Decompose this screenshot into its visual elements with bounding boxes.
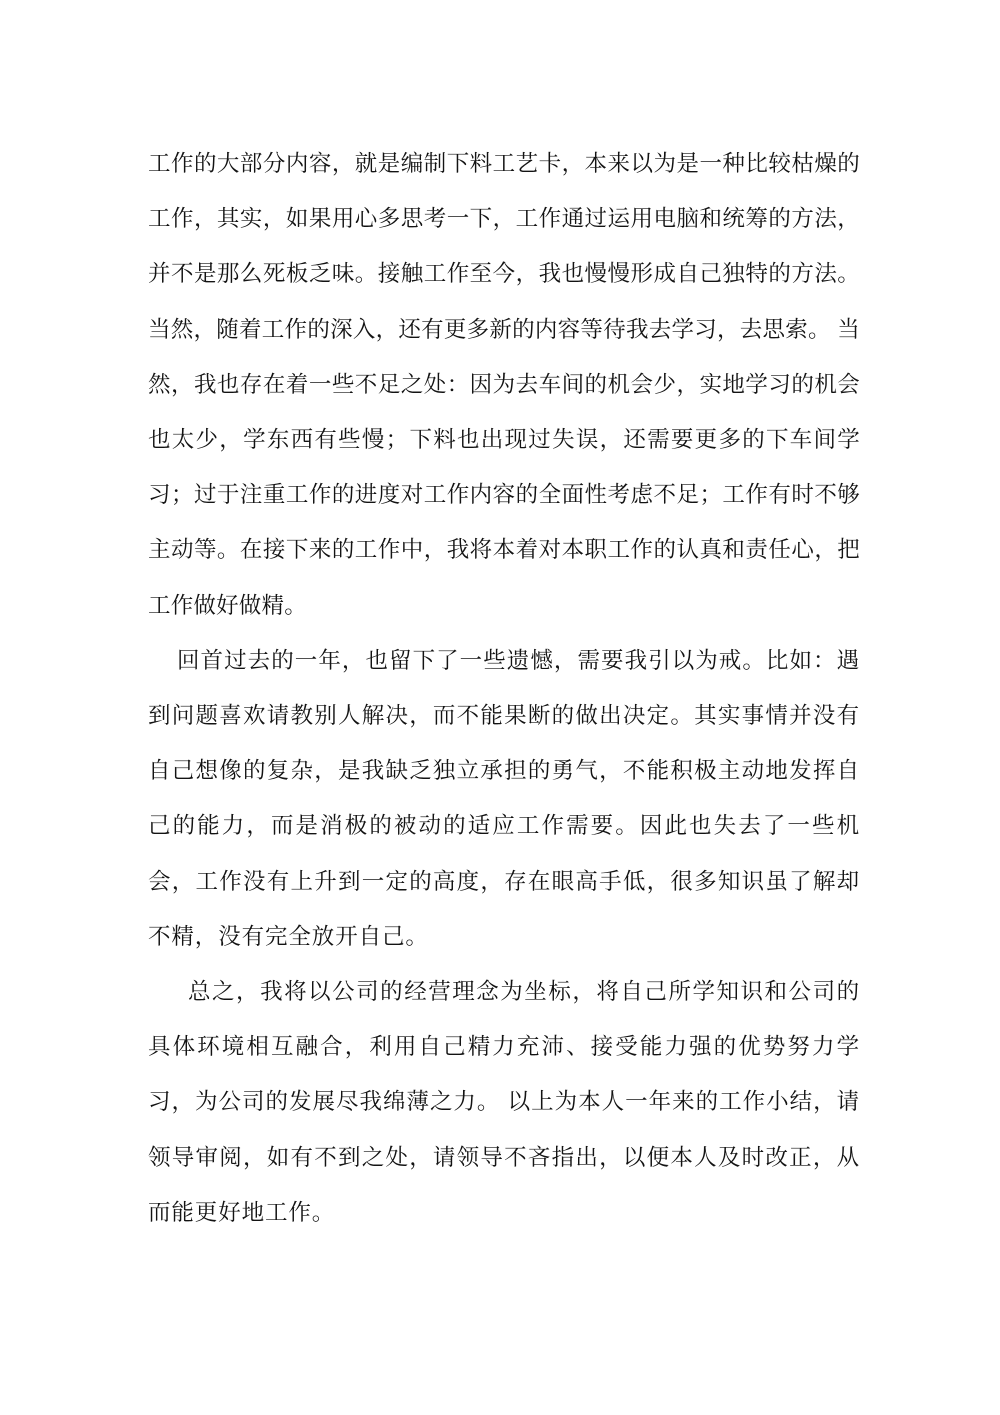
document-text-body [148,136,860,1240]
paragraph-3: 总之，我将以公司的经营理念为坐标，将自己所学知识和公司的具体环境相互融合，利用自己精力充沛、接受能力强的优势努力学习，为公司的发展尽我绵薄之力。 以上为本人一年来的工作小结，请领导审阅，如有不到之处，请领导不吝指出，以便本人及时改正，从而能更好地工作。 [148,979,860,1225]
paragraph-2: 回首过去的一年，也留下了一些遗憾，需要我引以为戒。比如：遇到问题喜欢请教别人解决，而不能果断的做出决定。其实事情并没有自己想像的复杂，是我缺乏独立承担的勇气，不能积极主动地发挥自己的能力，而是消极的被动的适应工作需要。因此也失去了一些机会，工作没有上升到一定的高度，存在眼高手低，很多知识虽了解却不精，没有完全放开自己。 [148,647,860,949]
paragraph-1: 工作的大部分内容，就是编制下料工艺卡，本来以为是一种比较枯燥的工作，其实，如果用心多思考一下，工作通过运用电脑和统筹的方法，并不是那么死板乏味。接触工作至今，我也慢慢形成自己独特的方法。当然，随着工作的深入，还有更多新的内容等待我去学习，去思索。 当然，我也存在着一些不足之处：因为去车间的机会少，实地学习的机会也太少，学东西有些慢；下料也出现过失误，还需要更多的下车间学习；过于注重工作的进度对工作内容的全面性考虑不足；工作有时不够主动等。在接下来的工作中，我将本着对本职工作的认真和责任心，把工作做好做精。 [148,151,860,618]
